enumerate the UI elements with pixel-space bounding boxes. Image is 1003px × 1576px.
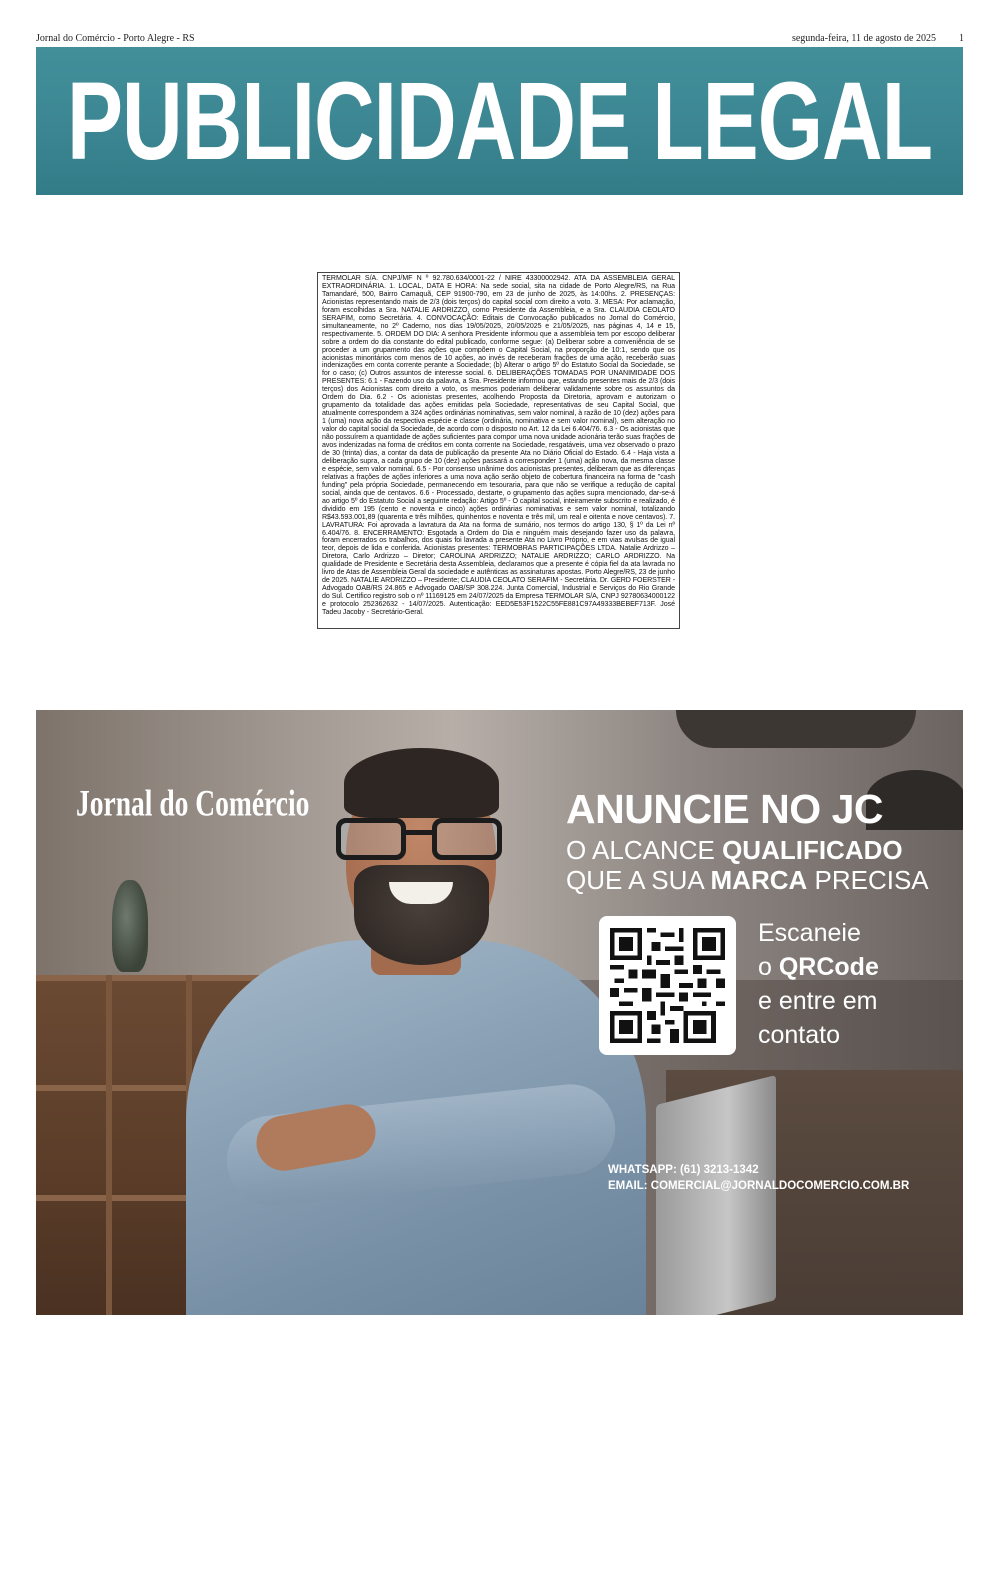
section-banner (36, 47, 963, 195)
sub-text-bold: MARCA (710, 865, 808, 895)
scan-text: Escaneie (758, 919, 861, 947)
page-number: 1 (959, 33, 964, 44)
jc-logo: Jornal do Comércio (76, 782, 310, 824)
scan-text-bold: QRCode (778, 953, 879, 981)
sub-text: QUE A SUA (566, 865, 711, 895)
advertisement[interactable] (36, 710, 963, 1315)
shelf-divider (106, 975, 112, 1315)
scan-text: e entre em (758, 987, 878, 1015)
email-contact[interactable]: EMAIL: COMERCIAL@JORNALDOCOMERCIO.COM.BR (608, 1180, 910, 1192)
contact-info (608, 1162, 909, 1194)
lens (432, 818, 502, 860)
running-head (36, 33, 964, 47)
scan-instructions (758, 916, 879, 1052)
legal-notice (317, 272, 680, 629)
sub-text: O ALCANCE (566, 835, 723, 865)
vase-shape (112, 880, 148, 972)
qr-code-icon[interactable] (610, 928, 725, 1043)
ad-subheadline (566, 835, 929, 895)
qr-code-card[interactable] (599, 916, 736, 1055)
whatsapp-contact[interactable]: WHATSAPP: (61) 3213-1342 (608, 1164, 759, 1176)
publication-name: Jornal do Comércio - Porto Alegre - RS (36, 33, 195, 44)
glasses-bridge (404, 830, 434, 835)
sub-text-bold: QUALIFICADO (722, 835, 903, 865)
lens (336, 818, 406, 860)
legal-notice-text: TERMOLAR S/A. CNPJ/MF N º 92.780.634/0001-22 / NIRE 43300002942. ATA DA ASSEMBLEIA GERAL EXTRAORDINÁRIA. 1. LOCAL, DATA E HORA: Na sede social, sita na cidade de Porto Alegre/RS, na Rua Tamandaré, 500, Bairro Camaquã, CEP 91900-790, em 23 de junho de 2025, às 14:00hs. 2. PRESENÇAS: Acionistas representando mais de 2/3 (dois terços) do capital social com direito a voto. 3. MESA: Por aclamação, foram escolhidas a Sra. NATALIE ARDRIZZO, como Presidente da Assembleia, e a Sra. CLAUDIA CEOLATO SERAFIM, como Secretária. 4. CONVOCAÇÃO: Editais de Convocação publicados no Jornal do Comércio, simultaneamente, no 2º Caderno, nos dias 19/05/2025, 20/05/2025 e 21/05/2025, nas páginas 4, 14 e 15, respectivamente. 5. ORDEM DO DIA: A senhora Presidente informou que a assembleia tem por escopo deliberar sobre a ordem do dia constante do edital publicado, conforme segue: (a) Deliberar sobre a conveniência de se proceder a um grupamento das ações que compõem o Capital Social, na proporção de 10:1, sendo que os acionistas minoritários com menos de 10 ações, ao invés de receberam frações de uma ação, receberão suas indenizações em conta corrente perante a Sociedade; (b) Alterar o artigo 5º do Estatuto Social da Sociedade, se for o caso; (c) Outros assuntos de interesse social. 6. DELIBERAÇÕES TOMADAS POR UNANIMIDADE DOS PRESENTES: 6.1 - Fazendo uso da palavra, a Sra. Presidente informou que, estando presentes mais de 2/3 (dois terços) dos Acionistas com direito a voto, os mesmos poderiam deliberar validamente sobre os assuntos da Ordem do Dia. 6.2 - Os acionistas presentes, acolhendo Proposta da Diretoria, aprovam e autorizam o grupamento da totalidade das ações emitidas pela Sociedade, representativas de seu Capital Social, que atualmente correspondem a 324 ações ordinárias nominativas, sem valor nominal, à razão de 10 (dez) ações para 1 (uma) nova ação da respectiva espécie e classe (ordinária, nominativa e sem valor nominal), sem alteração no valor do capital social da Sociedade, de acordo com o disposto no Art. 12 da Lei 6.404/76. 6.3 - Os acionistas que não possuírem a quantidade de ações suficientes para compor uma nova unidade acionária terão suas frações de avos indenizadas na forma de créditos em conta corrente na Sociedade, resgatáveis, uma vez observado o prazo de 30 (trinta) dias, a contar da data de publicação da presente Ata no Diário Oficial do Estado. 6.4 - Haja vista a deliberação supra, a cada grupo de 10 (dez) ações passará a corresponder 1 (uma) ação nova, da mesma classe e espécie, sem valor nominal. 6.5 - Por consenso unânime dos acionistas presentes, deliberam que as diferenças relativas a frações de ações inferiores a uma nova ação serão objeto de cobertura financeira na forma de "cash funding" pela própria Sociedade, permanecendo em tesouraria, para que não se verifique a redução de capital social, ainda que de centavos. 6.6 - Processado, destarte, o grupamento das ações supra mencionado, dar-se-á ao artigo 5º do Estatuto Social a seguinte redação: Artigo 5º - O capital social, inteiramente subscrito e realizado, é dividido em 195 (cento e noventa e cinco) ações ordinárias nominativas e sem valor nominal, totalizando R$43.593.001,89 (quarenta e três milhões, quinhentos e noventa e três mil, um real e oitenta e nove centavos). 7. LAVRATURA: Foi aprovada a lavratura da Ata na forma de sumário, nos termos do artigo 130, § 1º da Lei nº 6.404/76. 8. ENCERRAMENTO: Esgotada a Ordem do Dia e ninguém mais desejando fazer uso da palavra, foram encerrados os trabalhos, dos quais foi lavrada a presente Ata no Livro Próprio, e em vias avulsas de igual teor, depois de lida e conferida. Acionistas presentes: TERMOBRAS PARTICIPAÇÕES LTDA. Natalie Ardrizzo – Diretora, Carlo Ardrizzo – Diretor; CAROLINA ARDRIZZO; NATALIE ARDRIZZO; CARLO ARDRIZZO. Na qualidade de Presidente e Secretária desta Assembleia, declaramos que a presente é cópia fiel da ata lavrada no livro de Atas de Assembleia Geral da sociedade e autênticas as assinaturas apostas. Porto Alegre/RS, 23 de junho de 2025. NATALIE ARDRIZZO – Presidente; CLAUDIA CEOLATO SERAFIM - Secretária. Dr. GERD FOERSTER - Advogado OAB/RS 24.865 e Advogado OAB/SP 308.224. Junta Comercial, Industrial e Serviços do Rio Grande do Sul. Certifico registro sob o nº 11169125 em 24/07/2025 da Empresa TERMOLAR S/A, CNPJ 92780634000122 e protocolo 252362632 - 14/07/2025. Autenticação: EED5E53F1522C55FE881C97A49333BEBEF713F. José Tadeu Jacoby - Secretário-Geral. (322, 275, 675, 617)
scan-text: contato (758, 1021, 841, 1049)
scan-text: o (758, 953, 779, 981)
ad-headline: ANUNCIE NO JC (566, 786, 883, 832)
section-title: PUBLICIDADE LEGAL (67, 58, 932, 183)
monitor-shape (656, 1075, 776, 1315)
lamp-shape (676, 710, 916, 748)
glasses-icon (336, 818, 508, 862)
beard-shape (354, 865, 489, 965)
hair-shape (344, 748, 499, 818)
sub-text: PRECISA (807, 865, 929, 895)
edition-date: segunda-feira, 11 de agosto de 2025 (791, 33, 936, 44)
